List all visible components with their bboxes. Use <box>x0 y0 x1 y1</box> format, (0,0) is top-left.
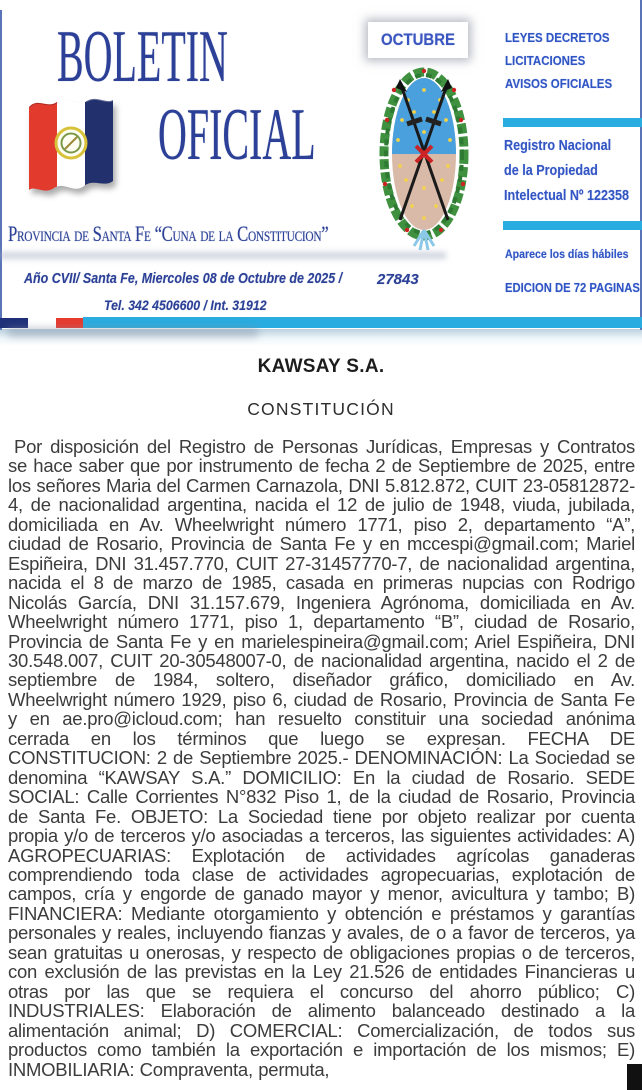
masthead <box>0 0 642 348</box>
month-box <box>368 22 468 58</box>
registry-line-3: Intelectual Nº 122358 <box>504 187 630 204</box>
article-body-text: Por disposición del Registro de Personas Jurídicas, Empresas y Contratos se hace saber que por instrumento de fecha 2 de Septiembre de 2025, entre los señores Maria del Carmen Carnazola, DNI 5.812.872, CUIT 23-05812872-4, de nacionalidad argentina, nacida el 12 de julio de 1948, viuda, jubilada, domiciliada en Av. Wheelwright número 1771, piso 2, departamento “A”, ciudad de Rosario, Provincia de Santa Fe y en mccespi@gmail.com; Mariel Espiñeira, DNI 31.457.770, CUIT 27-31457770-7, de nacionalidad argentina, nacida el 8 de marzo de 1985, casada en primeras nupcias con Rodrigo Nicolás García, DNI 31.157.679, Ingeniera Agrónoma, domiciliada en Av. Wheelwright número 1771, piso 1, departamento “B”, ciudad de Rosario, Provincia de Santa Fe y en marielespineira@gmail.com; Ariel Espiñeira, DNI 30.548.007, CUIT 20-30548007-0, de nacionalidad argentina, nacido el 2 de septiembre de 1984, soltero, diseñador gráfico, domiciliado en Av. Wheelwright número 1929, piso 6, ciudad de Rosario, Provincia de Santa Fe y en ae.pro@icloud.com; han resuelto constituir una sociedad anónima cerrada en los términos que luego se expresan. FECHA DE CONSTITUCION: 2 de Septiembre 2025.- DENOMINACIÓN: La Sociedad se denomina “KAWSAY S.A.” DOMICILIO: En la ciudad de Rosario. SEDE SOCIAL: Calle Corrientes N°832 Piso 1, de la ciudad de Rosario, Provincia de Santa Fe. OBJETO: La Sociedad tiene por objeto realizar por cuenta propia y/o de terceros y/o asociadas a terceros, las siguientes actividades: A) AGROPECUARIAS: Explotación de actividades agrícolas ganaderas comprendiendo toda clase de actividades agropecuarias, explotación de campos, cría y engorde de ganado mayor y menor, avicultura y tambo; B) FINANCIERA: Mediante otorgamiento y obtención e préstamos y garantías personales y reales, incluyendo fianzas y avales, de o a favor de terceros, ya sean gratuitas u onerosas, y respecto de obligaciones propias o de terceros, con exclusión de las previstas en la Ley 21.526 de entidades Financieras u otras por las que se requiera el concurso del ahorro público; C) INDUSTRIALES: Elaboración de alimento balanceado destinado a la alimentación animal; D) COMERCIAL: Comercialización, de todos sus productos como también la exportación e importación de los mismos; E) INMOBILIARIA: Compraventa, permuta, <box>8 436 635 1080</box>
article <box>0 330 642 1079</box>
edition-line: EDICION DE 72 PAGINAS <box>505 281 640 295</box>
left-border-line <box>0 10 2 330</box>
article-title: KAWSAY S.A. <box>257 356 385 377</box>
category-avisos-oficiales: AVISOS OFICIALES <box>505 77 613 91</box>
scan-corner-mark <box>627 1064 642 1090</box>
coat-of-arms-icon <box>377 60 471 256</box>
navy-block <box>0 318 28 328</box>
issue-number: 27843 <box>377 271 419 288</box>
province-subtitle: Provincia de Santa Fe “Cuna de la Constitucion” <box>8 221 329 246</box>
month-label: OCTUBRE <box>381 30 455 49</box>
masthead-title-oficial: OFICIAL <box>158 94 316 176</box>
date-line: Año CVII/ Santa Fe, Miercoles 08 de Octubre de 2025 / <box>24 271 343 287</box>
cyan-divider-bottom <box>503 221 642 230</box>
cyan-bar <box>83 317 642 328</box>
registry-line-2: de la Propiedad <box>504 162 598 179</box>
flag-icon <box>26 93 116 197</box>
masthead-title-boletin: BOLETIN <box>57 16 228 98</box>
appears-line: Aparece los días hábiles <box>505 249 629 261</box>
cyan-divider-top <box>503 118 642 127</box>
red-block <box>56 318 83 328</box>
phone-line: Tel. 342 4506600 / Int. 31912 <box>104 297 267 313</box>
article-section-heading: CONSTITUCIÓN <box>247 399 395 419</box>
category-licitaciones: LICITACIONES <box>505 54 586 68</box>
registry-line-1: Registro Nacional <box>504 137 612 154</box>
category-leyes-decretos: LEYES DECRETOS <box>505 31 610 45</box>
